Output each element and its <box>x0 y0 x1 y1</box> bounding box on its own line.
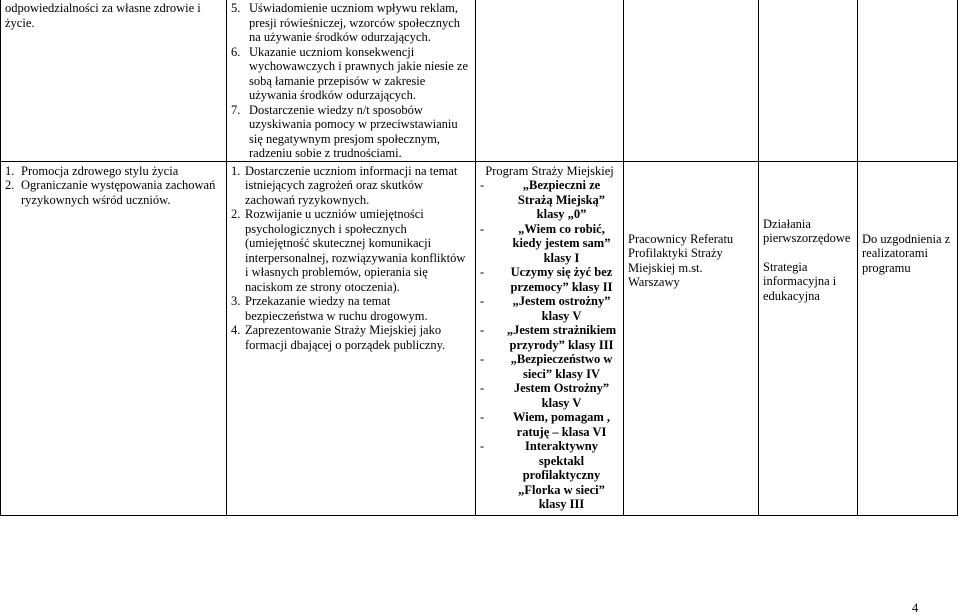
goals-cell <box>1 161 227 515</box>
actions-strategy: Strategia informacyjna i edukacyjna <box>763 259 837 303</box>
program-item: - „Wiem co robić, kiedy jestem sam” klasy I <box>480 221 611 265</box>
tasks-cell <box>227 0 476 161</box>
list-item: 1. Dostarczenie uczniom informacji na temat istniejących zagrożeń oraz skutków zachowań ryzykownych. <box>231 163 458 207</box>
program-item: - „Jestem strażnikiem przyrody” klasy III <box>480 323 617 352</box>
page-number: 4 <box>912 601 919 615</box>
list-item: 1. Promocja zdrowego stylu życia <box>5 163 179 178</box>
actions-type: Działania pierwszorzędowe <box>763 216 851 245</box>
list-item: 7. Dostarczenie wiedzy n/t sposobów uzyskiwania pomocy w przeciwstawianiu się negatywnym presjom społecznym, radzeniu sobie z trudnościami. <box>231 102 458 160</box>
goals-cell <box>1 0 227 161</box>
tasks-list <box>231 164 471 353</box>
empty-cell <box>476 0 624 161</box>
actions-cell <box>759 161 858 515</box>
program-item: - „Bezpieczni ze Strażą Miejską” klasy „0” <box>480 178 606 221</box>
list-item: 5. Uświadomienie uczniom wpływu reklam, presji rówieśniczej, wzorców społecznych na używanie środków odurzających. <box>231 1 461 44</box>
program-cell <box>476 161 624 515</box>
responsible-cell <box>624 161 759 515</box>
program-item: - Wiem, pomagam , ratuję – klasa VI <box>480 410 610 439</box>
program-item: - Jestem Ostrożny” klasy V <box>480 381 610 410</box>
program-heading: Program Straży Miejskiej <box>485 163 614 178</box>
list-item: 2. Ograniczanie występowania zachowań ryzykownych wśród uczniów. <box>5 178 216 207</box>
program-item: - „Jestem ostrożny” klasy V <box>480 294 611 323</box>
list-item: 6. Ukazanie uczniom konsekwencji wychowawczych i prawnych jakie niesie ze sobą łamanie przepisów w zakresie używania środków odurzających. <box>231 44 469 102</box>
empty-cell <box>858 0 958 161</box>
program-item: - „Bezpieczeństwo w sieci” klasy IV <box>480 352 613 381</box>
program-item: - Uczymy się żyć bez przemocy” klasy II <box>480 265 613 294</box>
table-row <box>1 161 958 515</box>
list-item: 4. Zaprezentowanie Straży Miejskiej jako formacji dbającej o porządek publiczny. <box>231 323 446 352</box>
program-item: - Interaktywny spektakl profilaktyczny „Florka w sieci” klasy III <box>480 439 605 511</box>
list-item: 2. Rozwijanie u uczniów umiejętności psychologicznych i społecznych (umiejętność skutecznej komunikacji interpersonalnej, rozwiązywania konfliktów i własnych problemów, opierania się naciskom ze strony otoczenia). <box>231 207 466 294</box>
goal-text: odpowiedzialności za własne zdrowie i życie. <box>5 1 201 30</box>
tasks-list <box>231 1 471 161</box>
timing-cell <box>858 161 958 515</box>
timing-text: Do uzgodnienia z realizatorami programu <box>862 231 951 275</box>
empty-cell <box>624 0 759 161</box>
table-row <box>1 0 958 161</box>
responsible-text: Pracownicy Referatu Profilaktyki Straży Miejskiej m.st. Warszawy <box>628 231 734 289</box>
goals-list <box>5 164 222 208</box>
list-item: 3. Przekazanie wiedzy na temat bezpieczeństwa w ruchu drogowym. <box>231 294 428 323</box>
tasks-cell <box>227 161 476 515</box>
empty-cell <box>759 0 858 161</box>
